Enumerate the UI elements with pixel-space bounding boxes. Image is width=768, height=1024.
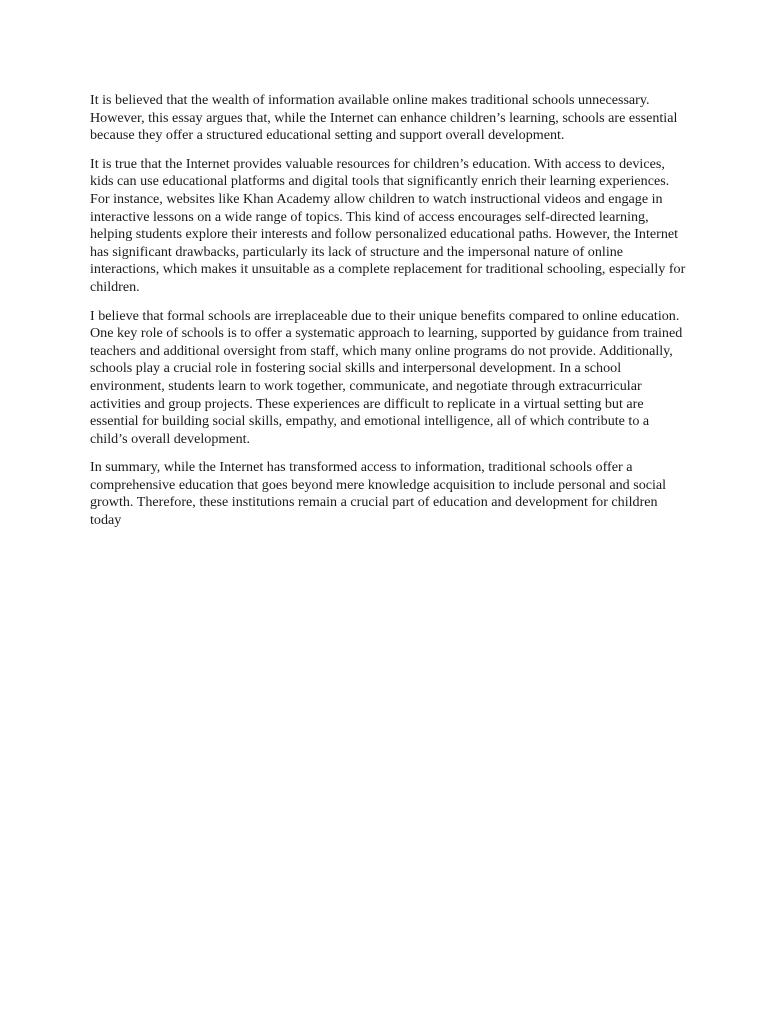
text-line: today <box>90 512 122 529</box>
essay-body <box>90 92 686 541</box>
text-line: teachers and additional oversight from staff, which many online programs do not provide. Additionally, <box>90 342 673 359</box>
text-line: has significant drawbacks, particularly its lack of structure and the impersonal nature of online <box>90 243 624 260</box>
text-line: It is true that the Internet provides valuable resources for children’s education. With access to devices, <box>90 155 665 172</box>
paragraph-conclusion <box>90 459 676 529</box>
text-line: I believe that formal schools are irreplaceable due to their unique benefits compared to online education. <box>90 307 680 324</box>
text-line: environment, students learn to work together, communicate, and negotiate through extracurricular <box>90 377 642 394</box>
text-line: interactions, which makes it unsuitable as a complete replacement for traditional schooling, especially for <box>90 261 686 278</box>
text-line: comprehensive education that goes beyond mere knowledge acquisition to include personal and social <box>90 476 667 493</box>
text-line: schools play a crucial role in fostering social skills and interpersonal development. In a school <box>90 360 622 377</box>
text-line: helping students explore their interests and follow personalized educational paths. However, the Internet <box>90 226 679 243</box>
text-line: However, this essay argues that, while the Internet can enhance children’s learning, schools are essential <box>90 109 678 126</box>
text-line: activities and group projects. These experiences are difficult to replicate in a virtual setting but are <box>90 395 644 412</box>
paragraph-school-benefits <box>90 307 683 449</box>
text-line: because they offer a structured educational setting and support overall development. <box>90 127 565 144</box>
text-line: growth. Therefore, these institutions remain a crucial part of education and development for children <box>90 494 658 511</box>
text-line: One key role of schools is to offer a systematic approach to learning, supported by guidance from trained <box>90 325 683 342</box>
paragraph-introduction <box>90 92 676 145</box>
text-line: In summary, while the Internet has transformed access to information, traditional schools offer a <box>90 459 633 476</box>
text-line: essential for building social skills, empathy, and emotional intelligence, all of which contribute to a <box>90 413 650 430</box>
text-line: For instance, websites like Khan Academy allow children to watch instructional videos and engage in <box>90 190 663 207</box>
text-line: child’s overall development. <box>90 430 251 447</box>
text-line: It is believed that the wealth of information available online makes traditional schools unnecessary. <box>90 92 650 108</box>
text-line: interactive lessons on a wide range of topics. This kind of access encourages self-directed learning, <box>90 208 649 225</box>
text-line: children. <box>90 278 140 295</box>
paragraph-internet-benefits <box>90 155 686 297</box>
text-line: kids can use educational platforms and digital tools that significantly enrich their learning experiences. <box>90 173 670 190</box>
